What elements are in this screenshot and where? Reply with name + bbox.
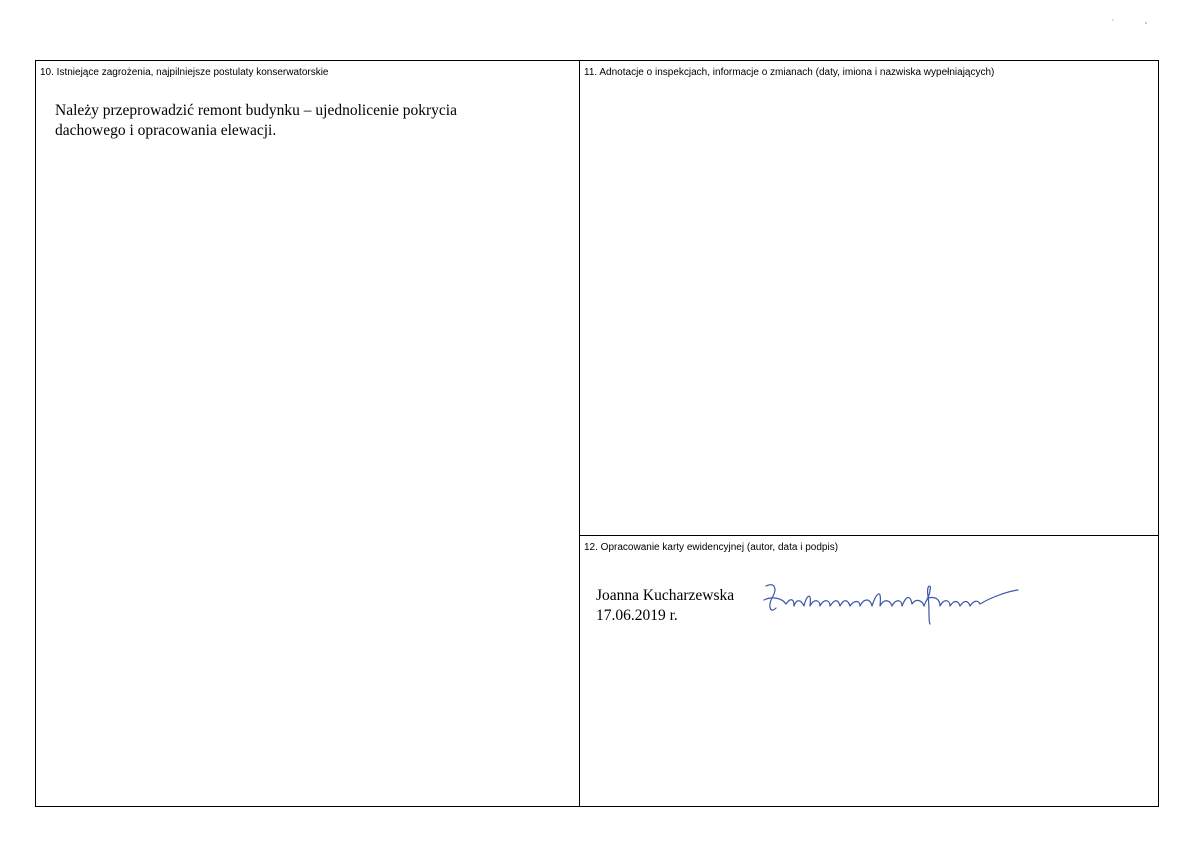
field-10-label: 10. Istniejące zagrożenia, najpilniejsze postulaty konserwatorskie [40,67,329,78]
field-11-label: 11. Adnotacje o inspekcjach, informacje o zmianach (daty, imiona i nazwiska wypełniających) [584,67,995,78]
field-10-conservation-threats [36,61,580,806]
field-11-inspection-notes [580,61,1158,536]
author-block [596,586,734,626]
field-10-text: Należy przeprowadzić remont budynku – ujednolicenie pokrycia dachowego i opracowania elewacji. [55,102,457,139]
scan-specks [1110,17,1150,25]
field-12-card-preparation [580,536,1158,806]
record-card-back [35,60,1159,807]
field-12-label: 12. Opracowanie karty ewidencyjnej (autor, data i podpis) [584,542,839,553]
handwritten-signature [760,576,1020,626]
right-column [580,61,1158,806]
author-name: Joanna Kucharzewska [596,587,735,604]
preparation-date: 17.06.2019 r. [596,607,678,624]
